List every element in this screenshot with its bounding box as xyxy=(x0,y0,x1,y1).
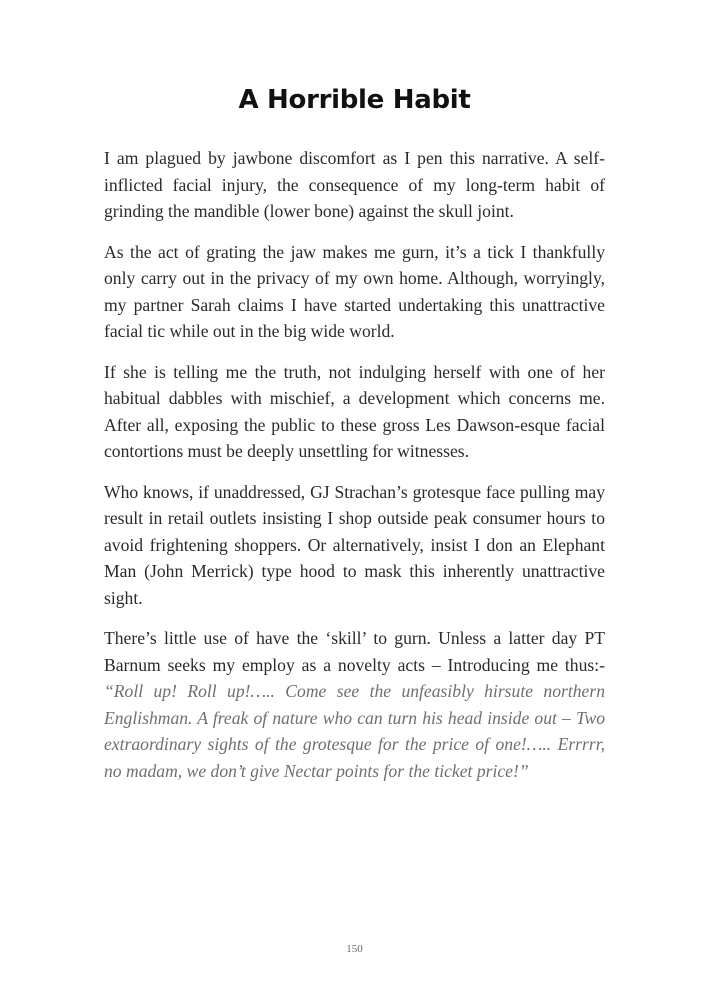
paragraph-4: Who knows, if unaddressed, GJ Strachan’s grotesque face pulling may result in retail outlets insisting I shop outside peak consumer hours to avoid frightening shoppers. Or alternatively, insist I don an Elephant Man (John Merrick) type hood to mask this inherently unattractive sight. xyxy=(104,481,605,608)
paragraph-2: As the act of grating the jaw makes me gurn, it’s a tick I thankfully only carry out in the privacy of my own home. Although, worryingly, my partner Sarah claims I have started undertaking this unattractive facial tic while out in the big wide world. xyxy=(104,241,605,341)
paragraph-1: I am plagued by jawbone discomfort as I pen this narrative. A self-inflicted facial injury, the consequence of my long-term habit of grinding the mandible (lower bone) against the skull joint. xyxy=(104,148,605,221)
barnum-quote: “Roll up! Roll up!….. Come see the unfeasibly hirsute northern Englishman. A freak of nature who can turn his head inside out – Two extraordinary sights of the grotesque for the price of one!….. Errrrr, no madam, we don’t give Nectar points for the ticket price!” xyxy=(104,681,605,781)
chapter-title: A Horrible Habit xyxy=(238,85,471,115)
paragraph-5 xyxy=(104,625,605,784)
page-number: 150 xyxy=(346,943,363,955)
chapter-body xyxy=(104,145,605,798)
paragraph-3: If she is telling me the truth, not indulging herself with one of her habitual dabbles with mischief, a development which concerns me. After all, exposing the public to these gross Les Dawson-esque facial contortions must be deeply unsettling for witnesses. xyxy=(104,361,605,461)
paragraph-5-text: There’s little use of have the ‘skill’ to gurn. Unless a latter day PT Barnum seeks my employ as a novelty acts – Introducing me thus:- xyxy=(104,628,605,675)
